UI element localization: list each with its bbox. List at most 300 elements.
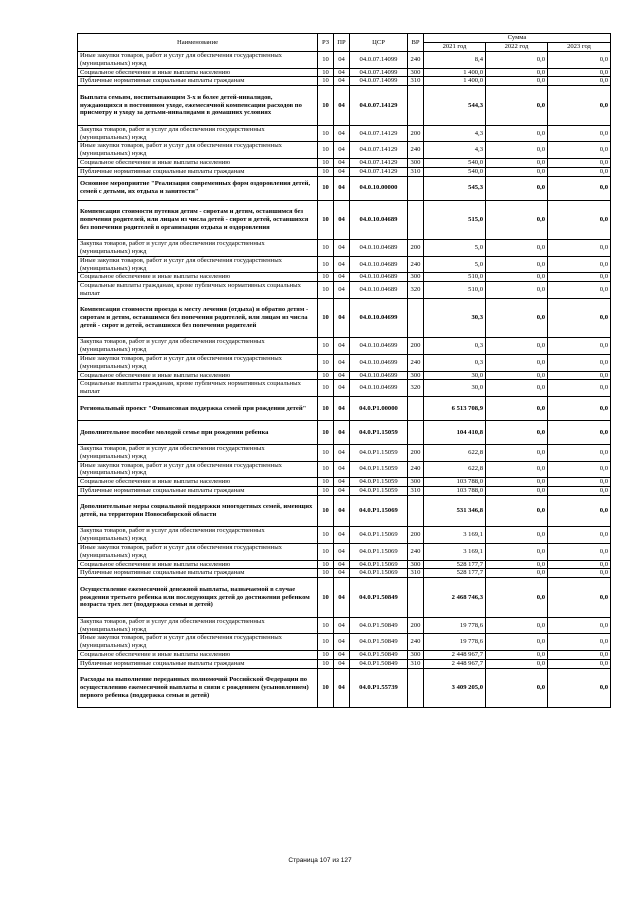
cell-2023: 0,0 — [548, 634, 611, 651]
table-row — [78, 495, 611, 527]
cell-vr: 300 — [408, 560, 424, 569]
cell-rz: 10 — [318, 569, 334, 578]
table-row — [78, 380, 611, 397]
cell-vr: 320 — [408, 282, 424, 299]
cell-2021: 8,4 — [424, 52, 486, 69]
cell-name: Закупка товаров, работ и услуг для обеспечения государственных (муниципальных) нужд — [78, 527, 318, 544]
cell-name: Иные закупки товаров, работ и услуг для обеспечения государственных (муниципальных) нужд — [78, 256, 318, 273]
cell-csr: 04.0.10.00000 — [350, 176, 408, 200]
cell-2022: 0,0 — [486, 77, 548, 86]
cell-pr: 04 — [334, 240, 350, 257]
table-row — [78, 142, 611, 159]
cell-csr: 04.0.P1.50849 — [350, 634, 408, 651]
cell-2022: 0,0 — [486, 273, 548, 282]
cell-2023: 0,0 — [548, 142, 611, 159]
cell-name: Региональный проект "Финансовая поддержка семей при рождении детей" — [78, 396, 318, 420]
cell-csr: 04.0.10.04699 — [350, 298, 408, 338]
cell-pr: 04 — [334, 617, 350, 634]
cell-pr: 04 — [334, 354, 350, 371]
cell-pr: 04 — [334, 668, 350, 708]
cell-csr: 04.0.07.14129 — [350, 86, 408, 126]
cell-2023: 0,0 — [548, 420, 611, 444]
cell-rz: 10 — [318, 444, 334, 461]
cell-2023: 0,0 — [548, 273, 611, 282]
cell-2021: 4,3 — [424, 125, 486, 142]
cell-csr: 04.0.07.14129 — [350, 142, 408, 159]
header-pr: ПР — [334, 34, 350, 52]
cell-pr: 04 — [334, 461, 350, 478]
cell-vr — [408, 298, 424, 338]
cell-rz: 10 — [318, 560, 334, 569]
cell-name: Расходы на выполнение переданных полномочий Российской Федерации по осуществлению ежемесячной выплаты в связи с рождением (усыновлением) первого ребенка (поддержка семьи и детей) — [78, 668, 318, 708]
cell-csr: 04.0.07.14129 — [350, 158, 408, 167]
cell-rz: 10 — [318, 495, 334, 527]
cell-2021: 515,0 — [424, 200, 486, 240]
cell-pr: 04 — [334, 420, 350, 444]
cell-vr: 240 — [408, 142, 424, 159]
cell-rz: 10 — [318, 256, 334, 273]
cell-csr: 04.0.P1.50849 — [350, 651, 408, 660]
budget-table-container — [77, 33, 610, 708]
cell-2021: 6 513 708,9 — [424, 396, 486, 420]
cell-rz: 10 — [318, 282, 334, 299]
cell-vr: 240 — [408, 634, 424, 651]
cell-2021: 528 177,7 — [424, 569, 486, 578]
cell-2021: 30,3 — [424, 298, 486, 338]
table-row — [78, 569, 611, 578]
cell-2022: 0,0 — [486, 478, 548, 487]
table-row — [78, 240, 611, 257]
cell-name: Иные закупки товаров, работ и услуг для обеспечения государственных (муниципальных) нужд — [78, 544, 318, 561]
cell-2021: 2 448 967,7 — [424, 651, 486, 660]
cell-name: Публичные нормативные социальные выплаты гражданам — [78, 77, 318, 86]
cell-pr: 04 — [334, 371, 350, 380]
cell-pr: 04 — [334, 444, 350, 461]
cell-pr: 04 — [334, 167, 350, 176]
header-sum: Сумма — [424, 34, 611, 43]
cell-rz: 10 — [318, 659, 334, 668]
cell-2022: 0,0 — [486, 52, 548, 69]
cell-vr: 310 — [408, 167, 424, 176]
cell-2022: 0,0 — [486, 569, 548, 578]
cell-2023: 0,0 — [548, 444, 611, 461]
budget-table — [77, 33, 611, 708]
cell-rz: 10 — [318, 176, 334, 200]
cell-csr: 04.0.P1.15069 — [350, 560, 408, 569]
cell-rz: 10 — [318, 273, 334, 282]
cell-2021: 0,3 — [424, 354, 486, 371]
table-row — [78, 86, 611, 126]
cell-2022: 0,0 — [486, 86, 548, 126]
cell-vr: 300 — [408, 68, 424, 77]
cell-vr: 300 — [408, 158, 424, 167]
cell-pr: 04 — [334, 495, 350, 527]
cell-2023: 0,0 — [548, 396, 611, 420]
cell-vr: 300 — [408, 651, 424, 660]
cell-rz: 10 — [318, 298, 334, 338]
cell-csr: 04.0.P1.15059 — [350, 478, 408, 487]
cell-pr: 04 — [334, 544, 350, 561]
cell-2023: 0,0 — [548, 495, 611, 527]
cell-2021: 540,0 — [424, 167, 486, 176]
cell-csr: 04.0.07.14099 — [350, 77, 408, 86]
cell-vr — [408, 495, 424, 527]
cell-csr: 04.0.10.04699 — [350, 371, 408, 380]
cell-csr: 04.0.P1.15059 — [350, 486, 408, 495]
cell-2022: 0,0 — [486, 527, 548, 544]
cell-rz: 10 — [318, 668, 334, 708]
cell-vr: 320 — [408, 380, 424, 397]
cell-2022: 0,0 — [486, 420, 548, 444]
cell-pr: 04 — [334, 634, 350, 651]
header-year-2023: 2023 год — [548, 43, 611, 52]
cell-pr: 04 — [334, 142, 350, 159]
cell-2022: 0,0 — [486, 158, 548, 167]
cell-name: Социальное обеспечение и иные выплаты населению — [78, 651, 318, 660]
cell-vr: 200 — [408, 338, 424, 355]
cell-2023: 0,0 — [548, 298, 611, 338]
cell-pr: 04 — [334, 125, 350, 142]
cell-csr: 04.0.10.04699 — [350, 338, 408, 355]
cell-2022: 0,0 — [486, 396, 548, 420]
table-row — [78, 176, 611, 200]
cell-pr: 04 — [334, 68, 350, 77]
cell-rz: 10 — [318, 52, 334, 69]
table-row — [78, 578, 611, 618]
cell-name: Публичные нормативные социальные выплаты гражданам — [78, 659, 318, 668]
cell-vr — [408, 86, 424, 126]
cell-name: Закупка товаров, работ и услуг для обеспечения государственных (муниципальных) нужд — [78, 617, 318, 634]
cell-2021: 30,0 — [424, 371, 486, 380]
table-row — [78, 444, 611, 461]
cell-csr: 04.0.P1.50849 — [350, 578, 408, 618]
cell-name: Публичные нормативные социальные выплаты гражданам — [78, 486, 318, 495]
cell-2022: 0,0 — [486, 668, 548, 708]
cell-pr: 04 — [334, 659, 350, 668]
cell-2021: 528 177,7 — [424, 560, 486, 569]
cell-2022: 0,0 — [486, 240, 548, 257]
table-row — [78, 158, 611, 167]
cell-2021: 3 169,1 — [424, 527, 486, 544]
cell-2022: 0,0 — [486, 282, 548, 299]
cell-pr: 04 — [334, 478, 350, 487]
cell-name: Закупка товаров, работ и услуг для обеспечения государственных (муниципальных) нужд — [78, 240, 318, 257]
cell-pr: 04 — [334, 527, 350, 544]
cell-2022: 0,0 — [486, 256, 548, 273]
budget-table-body — [78, 52, 611, 708]
header-rz: РЗ — [318, 34, 334, 52]
cell-csr: 04.0.10.04699 — [350, 354, 408, 371]
cell-2021: 103 788,0 — [424, 486, 486, 495]
cell-pr: 04 — [334, 338, 350, 355]
cell-vr: 240 — [408, 256, 424, 273]
cell-2022: 0,0 — [486, 560, 548, 569]
cell-rz: 10 — [318, 617, 334, 634]
cell-vr: 300 — [408, 478, 424, 487]
cell-pr: 04 — [334, 158, 350, 167]
cell-vr: 240 — [408, 544, 424, 561]
cell-pr: 04 — [334, 77, 350, 86]
cell-name: Закупка товаров, работ и услуг для обеспечения государственных (муниципальных) нужд — [78, 444, 318, 461]
cell-csr: 04.0.P1.55739 — [350, 668, 408, 708]
cell-2022: 0,0 — [486, 544, 548, 561]
cell-vr — [408, 200, 424, 240]
cell-2021: 622,8 — [424, 461, 486, 478]
cell-2022: 0,0 — [486, 354, 548, 371]
cell-2023: 0,0 — [548, 125, 611, 142]
cell-pr: 04 — [334, 569, 350, 578]
header-csr: ЦСР — [350, 34, 408, 52]
cell-2022: 0,0 — [486, 371, 548, 380]
cell-vr: 200 — [408, 527, 424, 544]
cell-csr: 04.0.P1.15059 — [350, 420, 408, 444]
cell-csr: 04.0.07.14129 — [350, 167, 408, 176]
cell-2023: 0,0 — [548, 338, 611, 355]
table-row — [78, 273, 611, 282]
table-row — [78, 527, 611, 544]
table-row — [78, 617, 611, 634]
cell-2023: 0,0 — [548, 256, 611, 273]
cell-rz: 10 — [318, 338, 334, 355]
cell-vr: 240 — [408, 461, 424, 478]
cell-2023: 0,0 — [548, 668, 611, 708]
table-row — [78, 668, 611, 708]
cell-2022: 0,0 — [486, 125, 548, 142]
cell-csr: 04.0.10.04699 — [350, 380, 408, 397]
cell-name: Иные закупки товаров, работ и услуг для обеспечения государственных (муниципальных) нужд — [78, 354, 318, 371]
cell-name: Компенсация стоимости проезда к месту лечения (отдыха) и обратно детям - сиротам и детям, оставшимся без попечения родителей, или лицам из числа детей - сирот и детей, оставшихся без попечения родителей — [78, 298, 318, 338]
cell-2021: 622,8 — [424, 444, 486, 461]
cell-csr: 04.0.10.04689 — [350, 256, 408, 273]
header-year-2022: 2022 год — [486, 43, 548, 52]
cell-rz: 10 — [318, 478, 334, 487]
cell-rz: 10 — [318, 125, 334, 142]
cell-2021: 2 448 967,7 — [424, 659, 486, 668]
cell-rz: 10 — [318, 167, 334, 176]
cell-rz: 10 — [318, 158, 334, 167]
cell-csr: 04.0.07.14099 — [350, 52, 408, 69]
cell-csr: 04.0.10.04689 — [350, 273, 408, 282]
cell-2023: 0,0 — [548, 527, 611, 544]
cell-rz: 10 — [318, 578, 334, 618]
cell-name: Социальные выплаты гражданам, кроме публичных нормативных социальных выплат — [78, 380, 318, 397]
table-row — [78, 167, 611, 176]
cell-pr: 04 — [334, 396, 350, 420]
cell-2023: 0,0 — [548, 354, 611, 371]
cell-2023: 0,0 — [548, 68, 611, 77]
cell-rz: 10 — [318, 396, 334, 420]
cell-vr: 310 — [408, 569, 424, 578]
cell-csr: 04.0.07.14129 — [350, 125, 408, 142]
cell-csr: 04.0.10.04689 — [350, 240, 408, 257]
cell-2022: 0,0 — [486, 634, 548, 651]
cell-name: Социальное обеспечение и иные выплаты населению — [78, 273, 318, 282]
cell-rz: 10 — [318, 142, 334, 159]
cell-csr: 04.0.P1.15059 — [350, 444, 408, 461]
cell-2021: 5,0 — [424, 240, 486, 257]
cell-2023: 0,0 — [548, 560, 611, 569]
cell-vr: 240 — [408, 354, 424, 371]
cell-2021: 540,0 — [424, 158, 486, 167]
cell-csr: 04.0.P1.15069 — [350, 569, 408, 578]
cell-vr: 200 — [408, 617, 424, 634]
cell-pr: 04 — [334, 486, 350, 495]
cell-2021: 4,3 — [424, 142, 486, 159]
cell-rz: 10 — [318, 527, 334, 544]
cell-name: Публичные нормативные социальные выплаты гражданам — [78, 569, 318, 578]
cell-name: Основное мероприятие "Реализация современных форм оздоровления детей, семей с детьми, их отдыха и занятости" — [78, 176, 318, 200]
table-row — [78, 371, 611, 380]
cell-2023: 0,0 — [548, 617, 611, 634]
cell-2022: 0,0 — [486, 200, 548, 240]
cell-name: Дополнительные меры социальной поддержки многодетных семей, имеющих детей, на территории Новосибирской области — [78, 495, 318, 527]
cell-2022: 0,0 — [486, 68, 548, 77]
cell-2021: 19 778,6 — [424, 617, 486, 634]
cell-2021: 3 409 205,0 — [424, 668, 486, 708]
cell-name: Компенсация стоимости путевки детям - сиротам и детям, оставшимся без попечения родителей, или лицам из числа детей - сирот и детей, оставшихся без попечения родителей в организации отдыха и оздоровления — [78, 200, 318, 240]
cell-name: Социальное обеспечение и иные выплаты населению — [78, 560, 318, 569]
cell-rz: 10 — [318, 634, 334, 651]
cell-2023: 0,0 — [548, 158, 611, 167]
table-row — [78, 478, 611, 487]
cell-2023: 0,0 — [548, 52, 611, 69]
cell-2021: 30,0 — [424, 380, 486, 397]
cell-vr — [408, 176, 424, 200]
cell-rz: 10 — [318, 651, 334, 660]
table-row — [78, 338, 611, 355]
cell-rz: 10 — [318, 371, 334, 380]
cell-rz: 10 — [318, 240, 334, 257]
table-row — [78, 125, 611, 142]
cell-2023: 0,0 — [548, 578, 611, 618]
header-year-2021: 2021 год — [424, 43, 486, 52]
cell-pr: 04 — [334, 651, 350, 660]
cell-csr: 04.0.P1.15069 — [350, 544, 408, 561]
cell-2023: 0,0 — [548, 167, 611, 176]
cell-pr: 04 — [334, 578, 350, 618]
cell-csr: 04.0.P1.00000 — [350, 396, 408, 420]
cell-2023: 0,0 — [548, 371, 611, 380]
cell-2021: 5,0 — [424, 256, 486, 273]
table-row — [78, 651, 611, 660]
table-row — [78, 77, 611, 86]
cell-2023: 0,0 — [548, 651, 611, 660]
cell-name: Иные закупки товаров, работ и услуг для обеспечения государственных (муниципальных) нужд — [78, 461, 318, 478]
cell-2023: 0,0 — [548, 486, 611, 495]
cell-2023: 0,0 — [548, 86, 611, 126]
cell-pr: 04 — [334, 273, 350, 282]
cell-vr — [408, 668, 424, 708]
cell-rz: 10 — [318, 77, 334, 86]
table-row — [78, 420, 611, 444]
cell-2023: 0,0 — [548, 240, 611, 257]
cell-name: Социальное обеспечение и иные выплаты населению — [78, 68, 318, 77]
cell-rz: 10 — [318, 68, 334, 77]
cell-2021: 103 788,0 — [424, 478, 486, 487]
cell-2022: 0,0 — [486, 298, 548, 338]
cell-rz: 10 — [318, 380, 334, 397]
cell-2021: 545,3 — [424, 176, 486, 200]
cell-name: Закупка товаров, работ и услуг для обеспечения государственных (муниципальных) нужд — [78, 125, 318, 142]
cell-name: Осуществление ежемесячной денежной выплаты, назначаемой в случае рождения третьего ребенка или последующих детей до достижения ребенком возраста трех лет (поддержка семьи и детей) — [78, 578, 318, 618]
cell-name: Социальное обеспечение и иные выплаты населению — [78, 158, 318, 167]
cell-2023: 0,0 — [548, 544, 611, 561]
cell-2021: 3 169,1 — [424, 544, 486, 561]
table-row — [78, 68, 611, 77]
table-row — [78, 256, 611, 273]
cell-2021: 1 400,0 — [424, 77, 486, 86]
cell-name: Иные закупки товаров, работ и услуг для обеспечения государственных (муниципальных) нужд — [78, 634, 318, 651]
cell-pr: 04 — [334, 52, 350, 69]
cell-rz: 10 — [318, 420, 334, 444]
cell-csr: 04.0.P1.50849 — [350, 617, 408, 634]
cell-vr: 240 — [408, 52, 424, 69]
cell-csr: 04.0.P1.50849 — [350, 659, 408, 668]
cell-2023: 0,0 — [548, 569, 611, 578]
cell-csr: 04.0.07.14099 — [350, 68, 408, 77]
cell-2022: 0,0 — [486, 578, 548, 618]
cell-csr: 04.0.10.04689 — [350, 200, 408, 240]
cell-2022: 0,0 — [486, 617, 548, 634]
cell-csr: 04.0.P1.15069 — [350, 527, 408, 544]
cell-2021: 544,3 — [424, 86, 486, 126]
cell-vr — [408, 420, 424, 444]
cell-vr: 310 — [408, 77, 424, 86]
table-row — [78, 634, 611, 651]
page-footer: Страница 107 из 127 — [288, 857, 352, 864]
cell-name: Выплата семьям, воспитывающим 3-х и более детей-инвалидов, нуждающихся в постоянном уходе, ежемесячной компенсации расходов по присмотру и уходу за детьми-инвалидами в домашних условиях — [78, 86, 318, 126]
cell-2022: 0,0 — [486, 486, 548, 495]
cell-2022: 0,0 — [486, 495, 548, 527]
cell-2023: 0,0 — [548, 461, 611, 478]
cell-2022: 0,0 — [486, 461, 548, 478]
table-row — [78, 282, 611, 299]
cell-2021: 510,0 — [424, 273, 486, 282]
cell-vr: 310 — [408, 659, 424, 668]
cell-pr: 04 — [334, 86, 350, 126]
cell-2022: 0,0 — [486, 167, 548, 176]
cell-pr: 04 — [334, 282, 350, 299]
cell-2022: 0,0 — [486, 444, 548, 461]
cell-pr: 04 — [334, 380, 350, 397]
cell-2021: 531 346,8 — [424, 495, 486, 527]
cell-vr: 200 — [408, 125, 424, 142]
table-row — [78, 298, 611, 338]
cell-name: Иные закупки товаров, работ и услуг для обеспечения государственных (муниципальных) нужд — [78, 142, 318, 159]
cell-name: Дополнительное пособие молодой семье при рождении ребенка — [78, 420, 318, 444]
cell-rz: 10 — [318, 544, 334, 561]
cell-vr: 200 — [408, 240, 424, 257]
cell-rz: 10 — [318, 461, 334, 478]
cell-2021: 2 468 746,3 — [424, 578, 486, 618]
cell-vr: 300 — [408, 371, 424, 380]
cell-2022: 0,0 — [486, 651, 548, 660]
table-row — [78, 200, 611, 240]
cell-2022: 0,0 — [486, 338, 548, 355]
cell-pr: 04 — [334, 176, 350, 200]
cell-vr: 200 — [408, 444, 424, 461]
cell-2022: 0,0 — [486, 380, 548, 397]
table-row — [78, 560, 611, 569]
cell-2023: 0,0 — [548, 478, 611, 487]
table-row — [78, 486, 611, 495]
cell-2023: 0,0 — [548, 77, 611, 86]
header-name: Наименование — [78, 34, 318, 52]
cell-2023: 0,0 — [548, 176, 611, 200]
cell-name: Закупка товаров, работ и услуг для обеспечения государственных (муниципальных) нужд — [78, 338, 318, 355]
cell-vr — [408, 396, 424, 420]
table-row — [78, 52, 611, 69]
